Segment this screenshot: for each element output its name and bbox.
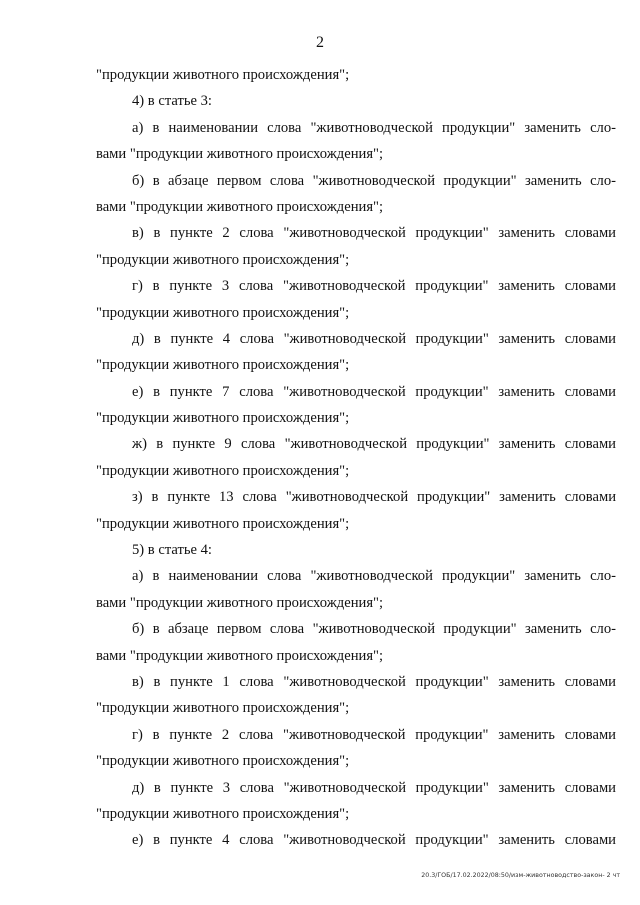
text-line: 5) в статье 4: — [132, 542, 212, 559]
text-line: "продукции животного происхождения"; — [96, 67, 350, 83]
text-line: б) в абзаце первом слова "животноводческой продукции" заменить сло- — [132, 172, 616, 189]
text-line: вами "продукции животного происхождения"; — [96, 647, 384, 664]
text-line: 4) в статье 3: — [132, 93, 212, 110]
text-line: е) в пункте 4 слова "животноводческой продукции" заменить словами — [132, 832, 616, 849]
text-line: г) в пункте 2 слова "животноводческой продукции" заменить словами — [132, 726, 616, 743]
footer-document-code: 20.3/ГОБ/17.02.2022/08:50/изм-животноводство-закон- 2 чт — [421, 872, 620, 879]
text-line: д) в пункте 4 слова "животноводческой продукции" заменить словами — [132, 330, 616, 347]
text-line: е) в пункте 7 слова "животноводческой продукции" заменить словами — [132, 383, 616, 400]
text-line: "продукции животного происхождения"; — [96, 304, 350, 321]
text-line: в) в пункте 1 слова "животноводческой продукции" заменить словами — [132, 673, 616, 690]
text-line: "продукции животного происхождения"; — [96, 462, 350, 479]
text-line: д) в пункте 3 слова "животноводческой продукции" заменить словами — [132, 779, 616, 796]
text-line: вами "продукции животного происхождения"; — [96, 594, 384, 611]
text-line: "продукции животного происхождения"; — [96, 410, 350, 427]
text-line: в) в пункте 2 слова "животноводческой продукции" заменить словами — [132, 225, 616, 242]
text-line: з) в пункте 13 слова "животноводческой продукции" заменить словами — [132, 489, 616, 506]
text-line: а) в наименовании слова "животноводческой продукции" заменить сло- — [132, 568, 616, 585]
text-line: "продукции животного происхождения"; — [96, 357, 350, 374]
text-line: "продукции животного происхождения"; — [96, 700, 350, 717]
text-line: "продукции животного происхождения"; — [96, 515, 350, 532]
text-line: "продукции животного происхождения"; — [96, 251, 350, 268]
page-number: 2 — [316, 34, 324, 51]
text-line: ж) в пункте 9 слова "животноводческой продукции" заменить словами — [132, 436, 616, 453]
text-line: г) в пункте 3 слова "животноводческой продукции" заменить словами — [132, 278, 616, 295]
text-line: "продукции животного происхождения"; — [96, 805, 350, 822]
text-line: а) в наименовании слова "животноводческой продукции" заменить сло- — [132, 119, 616, 136]
text-line: б) в абзаце первом слова "животноводческой продукции" заменить сло- — [132, 621, 616, 638]
document-body — [96, 62, 616, 854]
text-line: вами "продукции животного происхождения"; — [96, 198, 384, 215]
text-line: "продукции животного происхождения"; — [96, 753, 350, 770]
text-line: вами "продукции животного происхождения"; — [96, 146, 384, 163]
